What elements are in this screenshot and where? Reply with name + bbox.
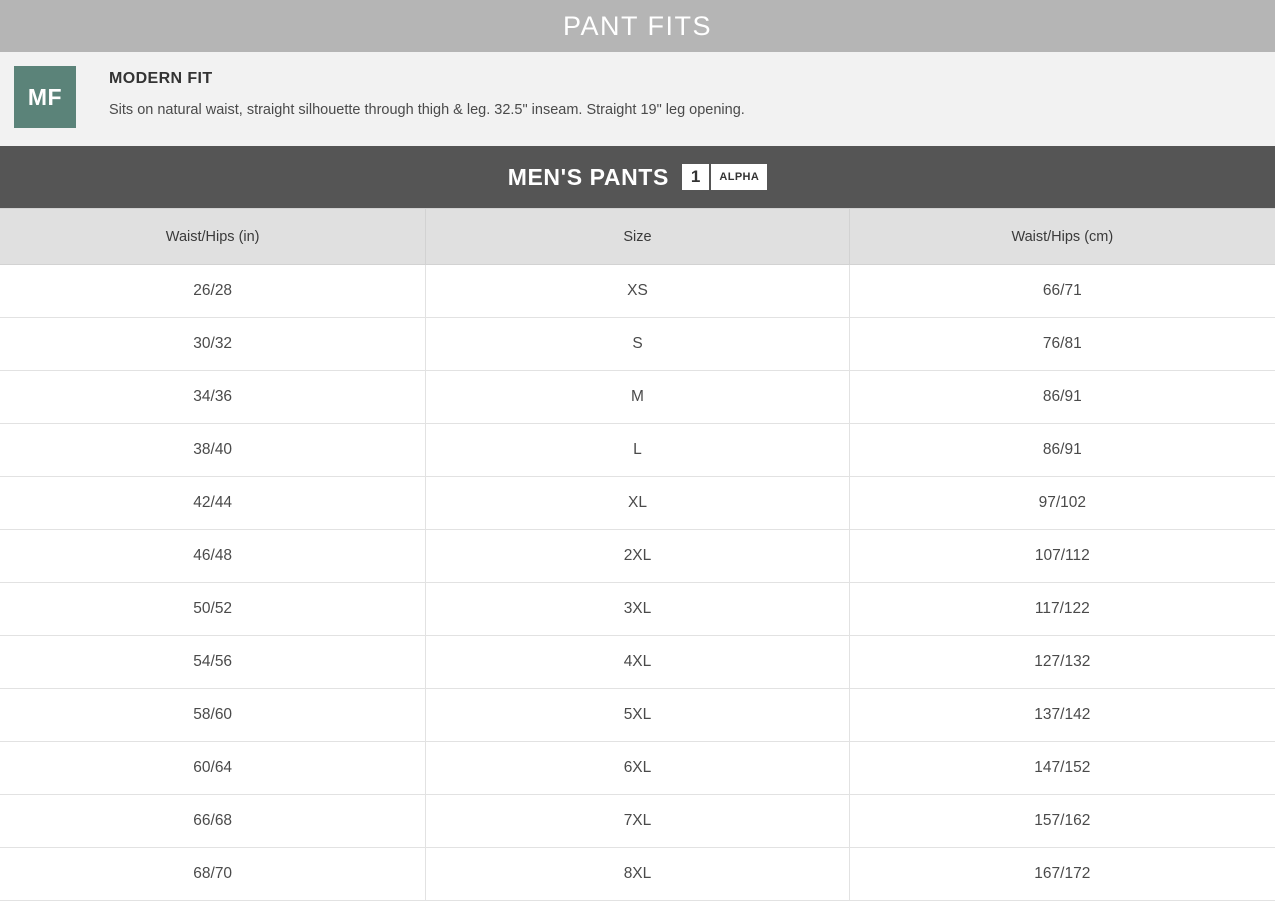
cell-size: 3XL [426, 583, 849, 636]
table-row [0, 636, 1275, 689]
cell-waist-cm: 86/91 [849, 371, 1275, 424]
cell-waist-cm: 147/152 [849, 742, 1275, 795]
cell-waist-cm: 97/102 [849, 477, 1275, 530]
cell-size: S [426, 318, 849, 371]
fit-description-strip [0, 52, 1275, 146]
table-row [0, 318, 1275, 371]
cell-waist-cm: 66/71 [849, 265, 1275, 318]
cell-size: XL [426, 477, 849, 530]
cell-waist-in: 42/44 [0, 477, 426, 530]
cell-waist-in: 46/48 [0, 530, 426, 583]
cell-waist-cm: 167/172 [849, 848, 1275, 901]
cell-waist-cm: 107/112 [849, 530, 1275, 583]
table-body [0, 265, 1275, 901]
page-banner [0, 0, 1275, 52]
table-row [0, 477, 1275, 530]
table-row [0, 848, 1275, 901]
cell-waist-cm: 137/142 [849, 689, 1275, 742]
cell-size: 8XL [426, 848, 849, 901]
column-header-size: Size [426, 209, 849, 265]
cell-waist-in: 60/64 [0, 742, 426, 795]
table-row [0, 265, 1275, 318]
cell-waist-in: 26/28 [0, 265, 426, 318]
cell-waist-in: 50/52 [0, 583, 426, 636]
size-table [0, 208, 1275, 901]
table-row [0, 742, 1275, 795]
column-header-waist-hips-in: Waist/Hips (in) [0, 209, 426, 265]
table-row [0, 424, 1275, 477]
cell-size: 2XL [426, 530, 849, 583]
cell-size: XS [426, 265, 849, 318]
table-row [0, 689, 1275, 742]
cell-waist-cm: 117/122 [849, 583, 1275, 636]
cell-waist-cm: 76/81 [849, 318, 1275, 371]
cell-waist-in: 30/32 [0, 318, 426, 371]
table-row [0, 530, 1275, 583]
section-title: MEN'S PANTS [507, 163, 669, 190]
table-row [0, 371, 1275, 424]
table-header-row [0, 209, 1275, 265]
cell-waist-cm: 127/132 [849, 636, 1275, 689]
cell-size: 6XL [426, 742, 849, 795]
cell-size: 4XL [426, 636, 849, 689]
cell-waist-in: 54/56 [0, 636, 426, 689]
fit-text-block [109, 64, 745, 118]
cell-size: 7XL [426, 795, 849, 848]
cell-waist-in: 66/68 [0, 795, 426, 848]
fit-badge: MF [14, 66, 76, 128]
cell-waist-in: 68/70 [0, 848, 426, 901]
cell-waist-cm: 157/162 [849, 795, 1275, 848]
cell-size: M [426, 371, 849, 424]
cell-waist-cm: 86/91 [849, 424, 1275, 477]
fit-description: Sits on natural waist, straight silhouette through thigh & leg. 32.5" inseam. Straight 19" leg opening. [109, 102, 745, 118]
fit-title: MODERN FIT [109, 70, 213, 87]
column-header-waist-hips-cm: Waist/Hips (cm) [849, 209, 1275, 265]
section-header [0, 146, 1275, 208]
table-row [0, 583, 1275, 636]
table-row [0, 795, 1275, 848]
section-tags [682, 164, 767, 190]
cell-size: 5XL [426, 689, 849, 742]
tag-alpha-badge: ALPHA [711, 164, 767, 190]
tag-number-badge: 1 [682, 164, 711, 190]
page-title: PANT FITS [562, 10, 712, 41]
cell-waist-in: 38/40 [0, 424, 426, 477]
cell-waist-in: 58/60 [0, 689, 426, 742]
cell-size: L [426, 424, 849, 477]
cell-waist-in: 34/36 [0, 371, 426, 424]
